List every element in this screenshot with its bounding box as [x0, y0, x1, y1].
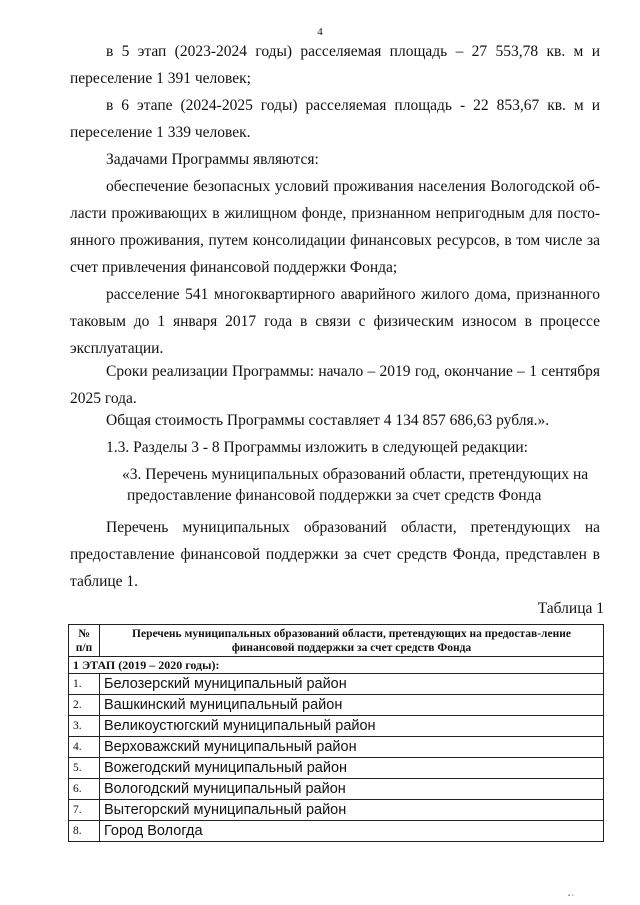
municipality-name: Белозерский муниципальный район [100, 674, 604, 695]
paragraph-terms [70, 358, 600, 412]
paragraph-task-2 [70, 281, 600, 362]
text-line: переселение 1 339 человек. [70, 124, 251, 141]
text-line: переселение 1 391 человек; [70, 70, 251, 87]
paragraph-stage-5 [70, 38, 600, 92]
row-number: 5. [69, 758, 100, 779]
stage-label: 1 ЭТАП (2019 – 2020 годы): [69, 657, 604, 674]
row-number: 8. [69, 821, 100, 842]
municipality-name: Верховажский муниципальный район [100, 737, 604, 758]
row-number: 4. [69, 737, 100, 758]
section-heading [122, 464, 592, 506]
text-line: счет привлечения финансовой поддержки Фонда; [70, 259, 398, 276]
text-line: расселение 541 многоквартирного аварийного жилого дома, признанного [106, 286, 600, 303]
column-header-title: Перечень муниципальных образований области, претендующих на предостав-ление финансовой поддержки за счет средств Фонда [100, 625, 604, 657]
column-header-number: № п/п [69, 625, 100, 657]
row-number: 1. [69, 674, 100, 695]
text-line: предоставление финансовой поддержки за счет средств Фонда [127, 487, 542, 504]
table-row [69, 821, 604, 842]
text-line: ласти проживающих в жилищном фонде, признанном непригодным для посто- [70, 205, 600, 222]
municipality-name: Город Вологда [100, 821, 604, 842]
table-row [69, 779, 604, 800]
page-number: 4 [317, 26, 323, 38]
municipality-name: Вожегодский муниципальный район [100, 758, 604, 779]
text-line: Задачами Программы являются: [106, 151, 319, 168]
table-row [69, 737, 604, 758]
municipality-name: Вологодский муниципальный район [100, 779, 604, 800]
paragraph-tasks-title [70, 146, 600, 173]
table-header-row [69, 625, 604, 657]
stage-row [69, 657, 604, 674]
text-line: 1.3. Разделы 3 - 8 Программы изложить в следующей редакции: [106, 439, 528, 456]
text-line: в 5 этап (2023-2024 годы) расселяемая площадь – 27 553,78 кв. м и [106, 43, 600, 60]
text-line: таковым до 1 января 2017 года в связи с физическим износом в процессе [70, 313, 600, 330]
municipality-name: Вашкинский муниципальный район [100, 695, 604, 716]
text-line: Перечень муниципальных образований области, претендующих на [106, 519, 600, 536]
text-line: Общая стоимость Программы составляет 4 134 857 686,63 рубля.». [106, 412, 550, 429]
row-number: 7. [69, 800, 100, 821]
table-row [69, 716, 604, 737]
text-line: янного проживания, путем консолидации финансовых ресурсов, в том числе за [70, 232, 600, 249]
row-number: 2. [69, 695, 100, 716]
paragraph-sections [70, 434, 600, 461]
municipality-name: Великоустюгский муниципальный район [100, 716, 604, 737]
text-line: таблице 1. [70, 573, 139, 590]
municipality-name: Вытегорский муниципальный район [100, 800, 604, 821]
text-line: «3. Перечень муниципальных образований области, претендующих на [122, 466, 589, 483]
paragraph-total-cost [70, 407, 600, 434]
table-row [69, 674, 604, 695]
table-row [69, 695, 604, 716]
scan-mark: ▪ ▫ [568, 893, 574, 899]
text-line: Сроки реализации Программы: начало – 2019 год, окончание – 1 сентября [106, 363, 600, 380]
row-number: 6. [69, 779, 100, 800]
row-number: 3. [69, 716, 100, 737]
text-line: предоставление финансовой поддержки за счет средств Фонда, представлен в [70, 546, 600, 563]
municipalities-table [68, 624, 604, 842]
table-row [69, 758, 604, 779]
table-caption: Таблица 1 [537, 600, 604, 617]
text-line: 2025 года. [70, 390, 137, 407]
paragraph-list-intro [70, 514, 600, 595]
paragraph-task-1 [70, 173, 600, 281]
table-row [69, 800, 604, 821]
text-line: обеспечение безопасных условий проживания населения Вологодской об- [106, 178, 600, 195]
text-line: эксплуатации. [70, 340, 164, 357]
paragraph-stage-6 [70, 92, 600, 146]
text-line: в 6 этапе (2024-2025 годы) расселяемая площадь - 22 853,67 кв. м и [106, 97, 600, 114]
